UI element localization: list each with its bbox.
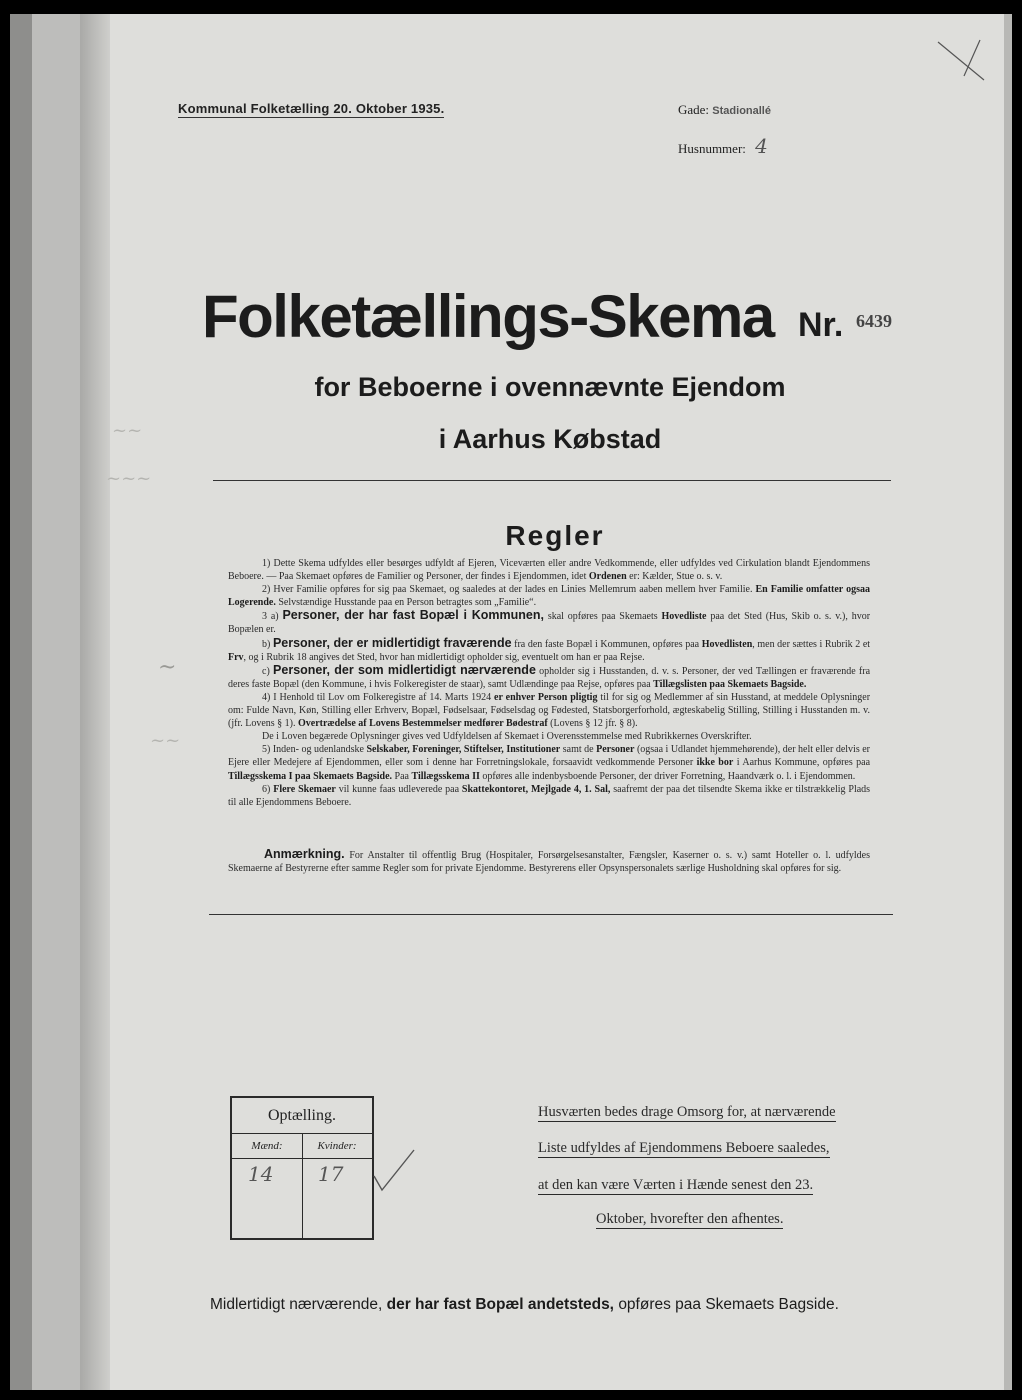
bleed-through-mark: ~~ xyxy=(150,730,181,751)
anmaerkning-text xyxy=(228,848,870,875)
count-column-women xyxy=(302,1134,372,1238)
binding-strip xyxy=(32,14,80,1390)
husnummer-field xyxy=(678,134,768,158)
bleed-through-mark: ~ xyxy=(158,655,177,680)
count-women-value: 17 xyxy=(318,1162,344,1186)
page-edge xyxy=(1004,14,1012,1390)
page-fold xyxy=(80,14,110,1390)
handwritten-check-icon xyxy=(370,1146,420,1196)
rules-heading: Regler xyxy=(505,520,605,551)
rule-4: 4) I Henhold til Lov om Folkeregistre af 14. Marts 1924 er enhver Person pligtig til for sig og Medlemmer af sin Husstand, at meddele Oplysninger om: Fulde Navn, Køn, Stilling eller Erhverv, Bopæl, Fødselsaar, Fødselsdag og Fødested, Statsborgerforhold, ægteskabelig Stilling, Stilling i Husstanden m. v. (jfr. Lovens § 1). Overtrædelse af Lovens Bestemmelser medfører Bødestraf (Lovens § 12 jfr. § 8). xyxy=(228,691,871,730)
husvaert-note-line-2: Liste udfyldes af Ejendommens Beboere saaledes, xyxy=(538,1140,830,1156)
rule-3b: b) Personer, der er midlertidigt fraværende fra den faste Bopæl i Kommunen, opføres paa Hovedlisten, men der sættes i Rubrik 2 et Frv, og i Rubrik 18 angives det Sted, hvor han midlertidigt opholder sig, eventuelt om han er paa Rejse. xyxy=(228,635,871,663)
bleed-through-mark: ~~~ xyxy=(106,468,152,489)
rule-5: 5) Inden- og udenlandske Selskaber, Foreninger, Stiftelser, Institutioner samt de Personer (ogsaa i Udlandet hjemmehørende), der helt eller delvis er Ejere eller Medejere af Ejendommen, eller som i denne har Forretningslokale, forsaavidt vedkommende Personer ikke bor i Aarhus Kommune, opføres paa Tillægsskema I paa Skemaets Bagside. Paa Tillægsskema II opføres alle indenbysboende Personer, der driver Forretning, Haandværk o. l. i Ejendommen. xyxy=(228,744,871,782)
anmaerkning-label: Anmærkning. xyxy=(264,847,345,861)
rule-1: 1) Dette Skema udfyldes eller besørges udfyldt af Ejeren, Viceværten eller andre Vedkommende, eller udfyldes ved Cirkulation blandt Ejendommens Beboere. — Paa Skemaet opføres de Familier og Personer, der findes i Ejendommen, idet Ordenen er: Kælder, Stue o. s. v. xyxy=(228,558,870,583)
form-number-value: 6439 xyxy=(856,311,892,331)
bleed-through-mark: ~~ xyxy=(112,420,143,441)
rule-3a: 3 a) Personer, der har fast Bopæl i Kommunen, skal opføres paa Skemaets Hovedliste paa det Sted (Hus, Skib o. s. v.), hvor Bopælen er. xyxy=(228,608,871,636)
rule-3c: c) Personer, der som midlertidigt nærværende opholder sig i Husstanden, d. v. s. Personer, der ved Tællingen er fraværende fra deres faste Bopæl (den Kommune, i hvis Folkeregister de staar), samt Udlændinge paa Rejse, opføres paa Tillægslisten paa Skemaets Bagside. xyxy=(228,662,871,690)
count-title: Optælling. xyxy=(232,1098,372,1134)
form-title: Folketællings-Skema xyxy=(202,283,774,350)
husvaert-note-line-1: Husværten bedes drage Omsorg for, at nærværende xyxy=(538,1104,836,1120)
divider-top xyxy=(213,480,891,481)
gade-field xyxy=(678,102,771,118)
count-women-label: Kvinder: xyxy=(302,1134,372,1159)
form-number-label: Nr. xyxy=(798,306,844,344)
gade-label: Gade: xyxy=(678,102,710,117)
form-subtitle-2: i Aarhus Købstad xyxy=(438,424,662,454)
count-column-men xyxy=(232,1134,303,1238)
rule-2: 2) Hver Familie opføres for sig paa Skemaet, og saaledes at der lades en Linies Mellemrum aaben mellem hver Familie. En Familie omfatter ogsaa Logerende. Selvstændige Husstande paa en Person betragtes som „Familie“. xyxy=(228,584,870,609)
count-box xyxy=(230,1096,374,1240)
census-header: Kommunal Folketælling 20. Oktober 1935. xyxy=(178,101,445,116)
rule-6: 6) Flere Skemaer vil kunne faas udleverede paa Skattekontoret, Mejlgade 4, 1. Sal, saafremt der paa det tilsendte Skema ikke er tilstrækkelig Plads til alle Ejendommens Beboere. xyxy=(228,783,871,808)
corner-mark-icon xyxy=(930,36,990,86)
rules-text xyxy=(228,557,870,809)
anmaerkning-body: For Anstalter til offentlig Brug (Hospitaler, Forsørgelsesanstalter, Fængsler, Kaserner o. s. v.) samt Hoteller o. l. udfyldes Skemaerne af Bestyrerne efter samme Regler som for private Ejendomme. Bestyrerens eller Opsynspersonalets særlige Husholdning skal opføres for sig. xyxy=(228,850,871,875)
husvaert-note-line-4: Oktober, hvorefter den afhentes. xyxy=(596,1211,784,1227)
count-men-label: Mænd: xyxy=(232,1134,302,1159)
gade-value: Stadionallé xyxy=(712,105,771,117)
form-subtitle-1: for Beboerne i ovennævnte Ejendom xyxy=(314,372,786,402)
rule-4-note: De i Loven begærede Oplysninger gives ved Udfyldelsen af Skemaet i Overensstemmelse med Rubrikkernes Overskrifter. xyxy=(262,731,752,743)
husvaert-note-line-3: at den kan være Værten i Hænde senest den 23. xyxy=(538,1177,814,1193)
footer-note: Midlertidigt nærværende, der har fast Bopæl andetsteds, opføres paa Skemaets Bagside. xyxy=(210,1296,839,1313)
count-men-value: 14 xyxy=(248,1162,274,1186)
binding-edge xyxy=(10,14,32,1390)
husnummer-value: 4 xyxy=(755,134,768,158)
divider-bottom xyxy=(209,914,893,915)
husnummer-label: Husnummer: xyxy=(678,141,746,156)
